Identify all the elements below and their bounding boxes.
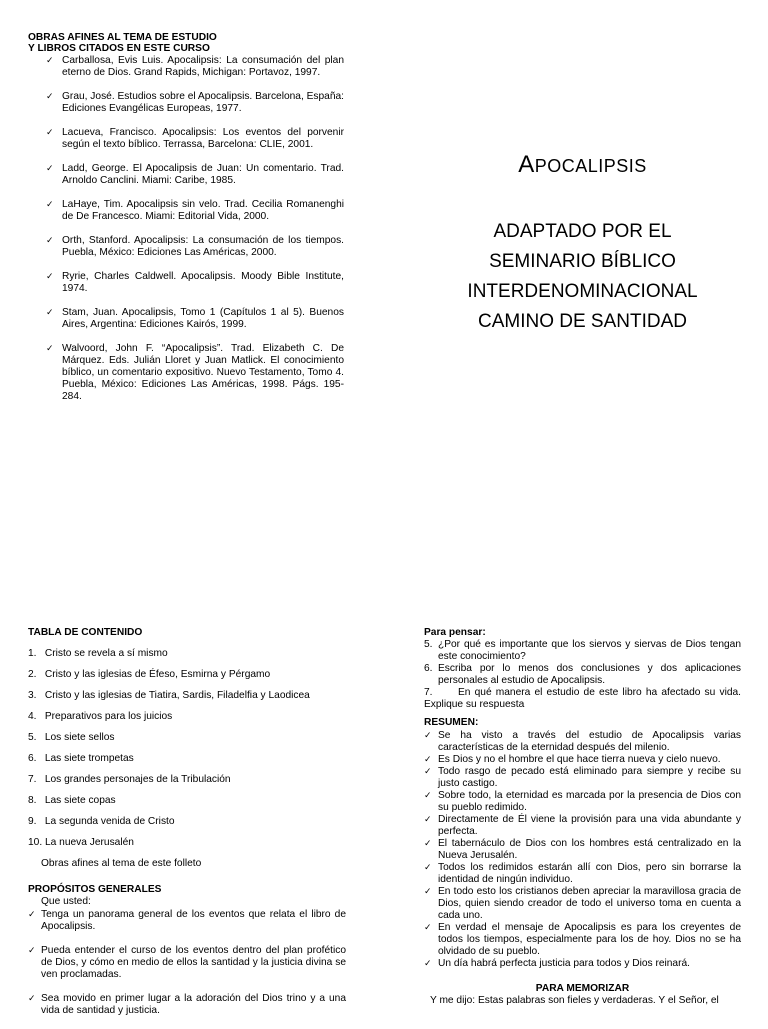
cover-title-initial: A <box>518 151 535 178</box>
toc-item <box>28 648 346 660</box>
bibliography-item-text: Ladd, George. El Apocalipsis de Juan: Un comentario. Trad. Arnoldo Canclini. Miami: Caribe, 1985. <box>62 163 344 186</box>
cover-subtitle-line: ADAPTADO POR EL <box>493 221 672 242</box>
checkmark-icon: ✓ <box>424 863 432 873</box>
toc-item-text: Preparativos para los juicios <box>44 711 173 722</box>
bibliography-section <box>28 32 344 415</box>
toc-item-number: 9. <box>28 816 37 827</box>
toc-item-number: 5. <box>28 732 37 743</box>
checkmark-icon: ✓ <box>424 923 432 933</box>
checkmark-icon: ✓ <box>46 272 54 282</box>
toc-item-number: 1. <box>28 648 37 659</box>
summary-item <box>424 838 741 862</box>
toc-item <box>28 669 346 681</box>
summary-item-text: En todo esto los cristianos deben apreciar la maravillosa gracia de Dios, quien siendo creador de todo el universo toma en cuenta a cada uno. <box>438 886 741 921</box>
summary-item <box>424 766 741 790</box>
bibliography-heading-line1: OBRAS AFINES AL TEMA DE ESTUDIO <box>28 32 217 43</box>
bibliography-item <box>28 127 344 151</box>
toc-item-text: Las siete copas <box>44 795 116 806</box>
checkmark-icon: ✓ <box>46 56 54 66</box>
checkmark-icon: ✓ <box>46 200 54 210</box>
summary-item <box>424 958 741 970</box>
toc-item-number: 6. <box>28 753 37 764</box>
cover-subtitle-line: INTERDENOMINACIONAL <box>467 281 698 302</box>
toc-item <box>28 795 346 807</box>
bibliography-item-text: LaHaye, Tim. Apocalipsis sin velo. Trad. Cecilia Romanenghi de De Francesco. Miami: Editorial Vida, 2000. <box>62 199 344 222</box>
bibliography-item <box>28 91 344 115</box>
toc-item-related-works: Obras afines al tema de este folleto <box>41 858 202 869</box>
summary-item-text: Un día habrá perfecta justicia para todos y Dios reinará. <box>438 958 690 969</box>
bibliography-item <box>28 199 344 223</box>
purposes-title: PROPÓSITOS GENERALES <box>28 884 162 895</box>
toc-item-text: La segunda venida de Cristo <box>44 816 175 827</box>
bibliography-item-text: Stam, Juan. Apocalipsis, Tomo 1 (Capítulos 1 al 5). Buenos Aires, Argentina: Ediciones Kairós, 1999. <box>62 307 344 330</box>
toc-item-text: Las siete trompetas <box>44 753 134 764</box>
checkmark-icon: ✓ <box>424 959 432 969</box>
checkmark-icon: ✓ <box>424 755 432 765</box>
think-item-number: 7. <box>424 687 433 698</box>
checkmark-icon: ✓ <box>46 128 54 138</box>
toc-item-text: Cristo y las iglesias de Éfeso, Esmirna y Pérgamo <box>44 669 271 680</box>
toc-item-number: 4. <box>28 711 37 722</box>
toc-item-text: Cristo se revela a sí mismo <box>44 648 168 659</box>
purpose-item-text: Sea movido en primer lugar a la adoración del Dios trino y a una vida de santidad y justicia. <box>41 993 346 1016</box>
summary-item-text: Es Dios y no el hombre el que hace tierra nueva y cielo nuevo. <box>438 754 721 765</box>
checkmark-icon: ✓ <box>46 236 54 246</box>
cover-subtitle-line: SEMINARIO BÍBLICO <box>489 251 676 272</box>
review-section <box>424 627 741 1007</box>
bibliography-item-text: Lacueva, Francisco. Apocalipsis: Los eventos del porvenir según el texto bíblico. Terrassa, Barcelona: CLIE, 2001. <box>62 127 344 150</box>
think-item <box>424 687 741 711</box>
purpose-item-text: Pueda entender el curso de los eventos dentro del plan profético de Dios, y cómo en medio de ellos la santidad y la justicia divina se ven proclamadas. <box>41 945 346 980</box>
bibliography-item-text: Carballosa, Evis Luis. Apocalipsis: La consumación del plan eterno de Dios. Grand Rapids, Michigan: Portavoz, 1997. <box>62 55 344 78</box>
toc-item <box>28 732 346 744</box>
toc-item <box>28 816 346 828</box>
toc-item <box>28 690 346 702</box>
toc-item-text: Los grandes personajes de la Tribulación <box>44 774 231 785</box>
bibliography-item <box>28 343 344 403</box>
toc-list <box>28 648 346 870</box>
bibliography-item-text: Grau, José. Estudios sobre el Apocalipsis. Barcelona, España: Ediciones Evangélicas Europeas, 1977. <box>62 91 345 114</box>
summary-item <box>424 754 741 766</box>
bibliography-item <box>28 307 344 331</box>
checkmark-icon: ✓ <box>46 92 54 102</box>
think-item <box>424 663 741 687</box>
think-item-text: En qué manera el estudio de este libro ha afectado su vida. Explique su respuesta <box>424 687 741 710</box>
purpose-item <box>28 945 346 981</box>
think-item-text: ¿Por qué es importante que los siervos y siervas de Dios tengan este conocimiento? <box>438 639 741 662</box>
summary-item-text: Todo rasgo de pecado está eliminado para siempre y recibe su justo castigo. <box>438 766 741 789</box>
checkmark-icon: ✓ <box>424 731 432 741</box>
summary-item <box>424 814 741 838</box>
summary-item-text: El tabernáculo de Dios con los hombres está centralizado en la Nueva Jerusalén. <box>438 838 741 861</box>
summary-item-text: Directamente de Él viene la provisión para una vida abundante y perfecta. <box>438 814 741 837</box>
table-of-contents-section <box>28 627 346 1029</box>
bibliography-item-text: Walvoord, John F. “Apocalipsis”. Trad. Elizabeth C. De Márquez. Eds. Julián Lloret y Juan Matlick. El conocimiento bíblico, un comentario expositivo. Nuevo Testamento, Tomo 4. Puebla, México: Ediciones Las Américas, 1998. Págs. 195-284. <box>62 343 344 402</box>
summary-item-text: En verdad el mensaje de Apocalipsis es para los creyentes de todos los tiempos, especialmente para los de hoy. Dios no se ha olvidado de su pueblo. <box>438 922 741 957</box>
memorize-text: Y me dijo: Estas palabras son fieles y verdaderas. Y el Señor, el <box>430 995 719 1006</box>
checkmark-icon: ✓ <box>28 994 36 1004</box>
summary-item <box>424 922 741 958</box>
toc-item-text: La nueva Jerusalén <box>45 837 134 848</box>
bibliography-list <box>28 55 344 403</box>
checkmark-icon: ✓ <box>424 839 432 849</box>
summary-list <box>424 730 741 970</box>
bibliography-item-text: Ryrie, Charles Caldwell. Apocalipsis. Moody Bible Institute, 1974. <box>62 271 344 294</box>
toc-item <box>28 774 346 786</box>
bibliography-item <box>28 271 344 295</box>
toc-item <box>28 711 346 723</box>
cover-section <box>440 150 725 337</box>
cover-subtitle-line: CAMINO DE SANTIDAD <box>477 311 688 332</box>
summary-item <box>424 886 741 922</box>
cover-title-rest: POCALIPSIS <box>534 156 647 176</box>
toc-item <box>28 837 346 849</box>
toc-item-number: 7. <box>28 774 37 785</box>
checkmark-icon: ✓ <box>28 946 36 956</box>
checkmark-icon: ✓ <box>424 767 432 777</box>
toc-item-number: 10. <box>28 837 43 848</box>
bibliography-item <box>28 55 344 79</box>
toc-item-number: 3. <box>28 690 37 701</box>
purpose-item <box>28 993 346 1017</box>
summary-item <box>424 790 741 814</box>
summary-item <box>424 730 741 754</box>
checkmark-icon: ✓ <box>46 308 54 318</box>
bibliography-item <box>28 163 344 187</box>
checkmark-icon: ✓ <box>424 815 432 825</box>
purposes-list <box>28 909 346 1017</box>
think-item-text: Escriba por lo menos dos conclusiones y dos aplicaciones personales al estudio de Apocalipsis. <box>438 663 741 686</box>
think-title: Para pensar: <box>424 627 486 638</box>
think-item-number: 5. <box>424 639 433 650</box>
summary-item <box>424 862 741 886</box>
bibliography-item <box>28 235 344 259</box>
cover-title <box>440 150 725 181</box>
think-item-number: 6. <box>424 663 433 674</box>
toc-item-text: Cristo y las iglesias de Tiatira, Sardis, Filadelfia y Laodicea <box>44 690 310 701</box>
toc-title: TABLA DE CONTENIDO <box>28 627 143 638</box>
checkmark-icon: ✓ <box>46 164 54 174</box>
summary-item-text: Se ha visto a través del estudio de Apocalipsis varias características de la eternidad después del milenio. <box>438 730 741 753</box>
summary-item-text: Sobre todo, la eternidad es marcada por la presencia de Dios con su pueblo redimido. <box>438 790 741 813</box>
bibliography-item-text: Orth, Stanford. Apocalipsis: La consumación de los tiempos. Puebla, México: Ediciones Las Américas, 2000. <box>62 235 344 258</box>
bibliography-heading-line2: Y LIBROS CITADOS EN ESTE CURSO <box>28 43 210 54</box>
checkmark-icon: ✓ <box>424 791 432 801</box>
purpose-item <box>28 909 346 933</box>
toc-item-number: 8. <box>28 795 37 806</box>
think-item <box>424 639 741 663</box>
purpose-item-text: Tenga un panorama general de los eventos que relata el libro de Apocalipsis. <box>41 909 346 932</box>
summary-title: RESUMEN: <box>424 717 479 728</box>
checkmark-icon: ✓ <box>28 910 36 920</box>
summary-item-text: Todos los redimidos estarán allí con Dios, pero sin borrarse la identidad de ningún individuo. <box>438 862 741 885</box>
toc-item-text: Los siete sellos <box>44 732 115 743</box>
toc-item-number: 2. <box>28 669 37 680</box>
toc-item <box>28 753 346 765</box>
checkmark-icon: ✓ <box>424 887 432 897</box>
checkmark-icon: ✓ <box>46 344 54 354</box>
memorize-title: PARA MEMORIZAR <box>535 983 630 994</box>
purposes-intro: Que usted: <box>41 896 91 907</box>
think-list <box>424 639 741 711</box>
